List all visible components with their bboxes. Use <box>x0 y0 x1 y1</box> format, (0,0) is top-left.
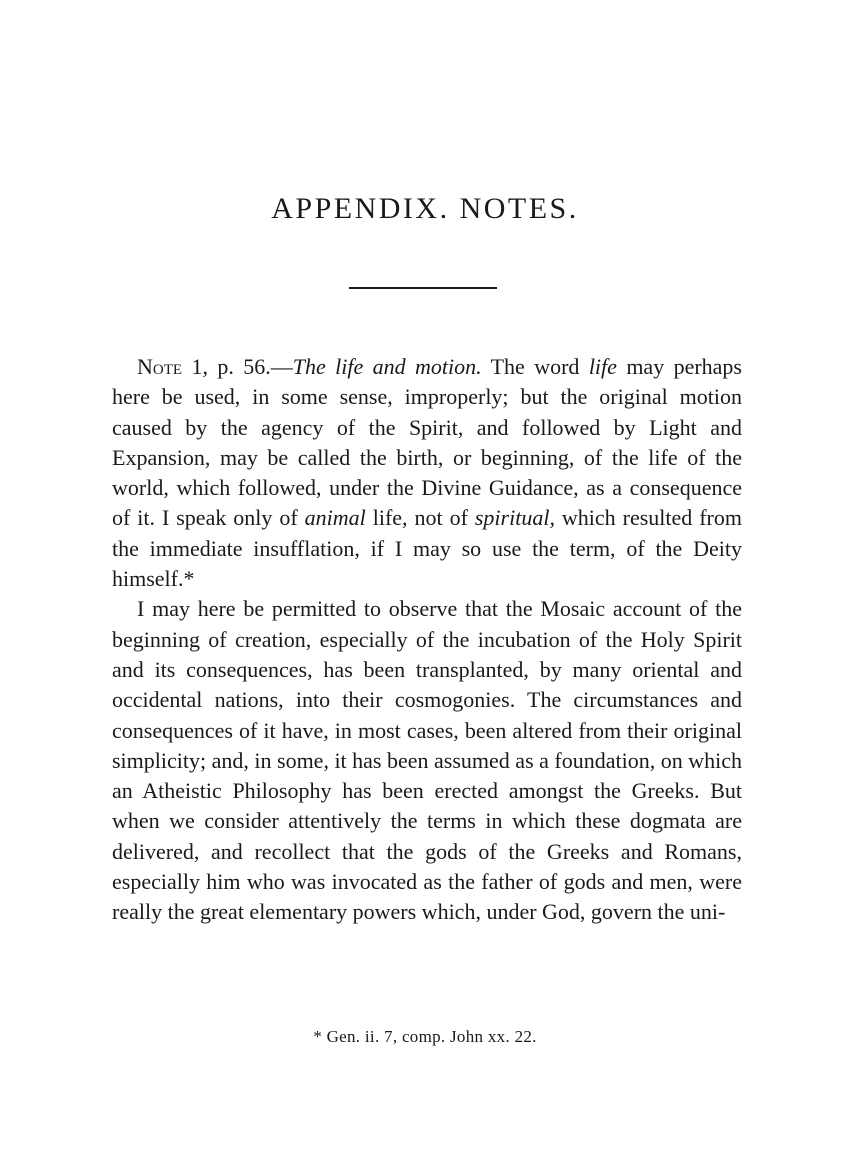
note-reference: 1, p. 56.— <box>182 354 293 379</box>
body-paragraph-2: I may here be permitted to observe that the Mosaic account of the beginning of creation, especially of the incubation of the Holy Spirit and its consequences, has been transplanted, by many oriental and occidental nations, into their cosmogonies. The circumstances and consequences of it have, in most cases, been altered from their original simplicity; and, in some, it has been assumed as a foundation, on which an Atheistic Philosophy has been erected amongst the Greeks. But when we consider attentively the terms in which these dogmata are delivered, and recollect that the gods of the Greeks and Romans, especially him who was invocated as the father of gods and men, were really the great elementary powers which, under God, govern the uni- <box>112 596 742 925</box>
note-heading: The life and motion. <box>292 354 482 379</box>
note-text-4: which resulted from the immediate insufflation, if I may so use the term, of the Deity himself.* <box>112 505 742 592</box>
page-title: APPENDIX. NOTES. <box>271 192 579 225</box>
emphasis-animal: animal <box>304 505 366 531</box>
note-text-1: The word <box>481 354 589 379</box>
emphasis-life: life <box>588 354 617 379</box>
title-rule <box>349 287 497 289</box>
note-label: Note <box>137 354 183 379</box>
note-text-2: may perhaps here be used, in some sense, improperly; but the original motion caused by the agency of the Spirit, and followed by Light and Expansion, may be called the birth, or beginning, of the life of the world, which followed, under the Divine Guidance, as a consequence of it. I speak only of <box>112 354 742 531</box>
note-1-paragraph <box>112 352 742 594</box>
note-text-3: life, not of <box>365 505 475 531</box>
body-text <box>112 352 742 928</box>
emphasis-spiritual: spiritual, <box>474 505 555 531</box>
footnote: * Gen. ii. 7, comp. John xx. 22. <box>313 1027 537 1046</box>
